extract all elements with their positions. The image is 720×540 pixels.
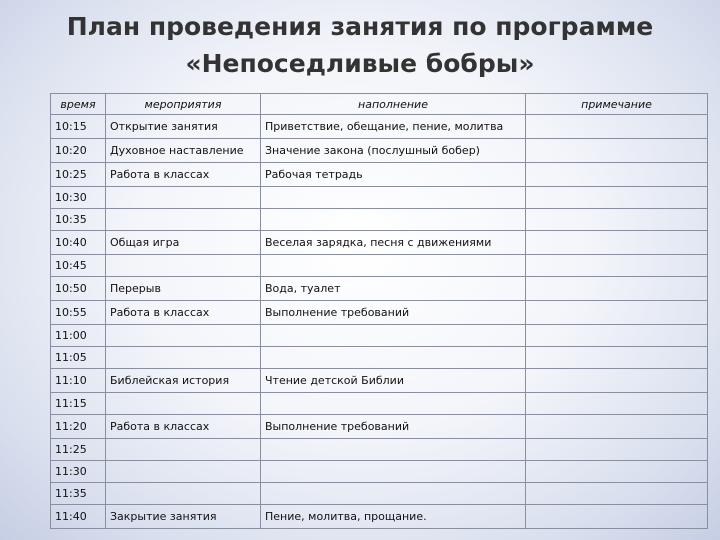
cell-note <box>526 439 708 461</box>
cell-content: Значение закона (послушный бобер) <box>261 139 526 163</box>
cell-content <box>261 347 526 369</box>
cell-time: 11:30 <box>51 461 106 483</box>
cell-event <box>106 393 261 415</box>
cell-time: 10:40 <box>51 231 106 255</box>
cell-time: 11:35 <box>51 483 106 505</box>
cell-note <box>526 277 708 301</box>
cell-time: 11:05 <box>51 347 106 369</box>
cell-event: Работа в классах <box>106 415 261 439</box>
cell-content <box>261 483 526 505</box>
cell-note <box>526 393 708 415</box>
cell-content: Приветствие, обещание, пение, молитва <box>261 115 526 139</box>
cell-time: 10:50 <box>51 277 106 301</box>
cell-note <box>526 231 708 255</box>
table-row <box>51 483 708 505</box>
cell-time: 11:00 <box>51 325 106 347</box>
cell-note <box>526 163 708 187</box>
cell-note <box>526 301 708 325</box>
cell-note <box>526 461 708 483</box>
header-event: мероприятия <box>106 94 261 115</box>
table-row <box>51 255 708 277</box>
table-row <box>51 139 708 163</box>
table-row <box>51 231 708 255</box>
header-time: время <box>51 94 106 115</box>
cell-content: Выполнение требований <box>261 415 526 439</box>
table-row <box>51 369 708 393</box>
cell-content: Чтение детской Библии <box>261 369 526 393</box>
cell-event: Работа в классах <box>106 163 261 187</box>
cell-event <box>106 187 261 209</box>
table-row <box>51 187 708 209</box>
table-row <box>51 393 708 415</box>
table-row <box>51 325 708 347</box>
cell-time: 10:30 <box>51 187 106 209</box>
cell-note <box>526 209 708 231</box>
cell-time: 10:55 <box>51 301 106 325</box>
cell-time: 11:20 <box>51 415 106 439</box>
page-title <box>0 8 720 82</box>
cell-event <box>106 461 261 483</box>
cell-event: Открытие занятия <box>106 115 261 139</box>
cell-note <box>526 369 708 393</box>
title-line-2: «Непоседливые бобры» <box>185 49 535 78</box>
cell-content: Пение, молитва, прощание. <box>261 505 526 529</box>
title-line-1: План проведения занятия по программе <box>66 12 654 41</box>
table-row <box>51 505 708 529</box>
cell-content <box>261 461 526 483</box>
cell-event <box>106 439 261 461</box>
table-row <box>51 277 708 301</box>
cell-event: Закрытие занятия <box>106 505 261 529</box>
table-row <box>51 347 708 369</box>
cell-note <box>526 505 708 529</box>
cell-note <box>526 415 708 439</box>
header-content: наполнение <box>261 94 526 115</box>
cell-content: Рабочая тетрадь <box>261 163 526 187</box>
table-row <box>51 115 708 139</box>
cell-content: Выполнение требований <box>261 301 526 325</box>
cell-event <box>106 483 261 505</box>
cell-time: 10:45 <box>51 255 106 277</box>
cell-event: Перерыв <box>106 277 261 301</box>
cell-content: Вода, туалет <box>261 277 526 301</box>
table-row <box>51 439 708 461</box>
cell-time: 11:10 <box>51 369 106 393</box>
cell-event: Библейская история <box>106 369 261 393</box>
cell-time: 11:25 <box>51 439 106 461</box>
cell-event <box>106 255 261 277</box>
cell-time: 10:35 <box>51 209 106 231</box>
cell-event: Общая игра <box>106 231 261 255</box>
cell-time: 11:40 <box>51 505 106 529</box>
table-header-row <box>51 94 708 115</box>
cell-note <box>526 483 708 505</box>
cell-event: Духовное наставление <box>106 139 261 163</box>
table-row <box>51 415 708 439</box>
table-row <box>51 461 708 483</box>
cell-note <box>526 255 708 277</box>
cell-content <box>261 187 526 209</box>
cell-content <box>261 325 526 347</box>
schedule-body <box>51 115 708 529</box>
cell-note <box>526 347 708 369</box>
cell-content <box>261 209 526 231</box>
cell-content <box>261 393 526 415</box>
cell-time: 11:15 <box>51 393 106 415</box>
table-row <box>51 301 708 325</box>
cell-content <box>261 439 526 461</box>
cell-time: 10:20 <box>51 139 106 163</box>
cell-event <box>106 209 261 231</box>
cell-time: 10:25 <box>51 163 106 187</box>
cell-note <box>526 115 708 139</box>
header-note: примечание <box>526 94 708 115</box>
cell-content <box>261 255 526 277</box>
cell-event: Работа в классах <box>106 301 261 325</box>
cell-note <box>526 187 708 209</box>
cell-content: Веселая зарядка, песня с движениями <box>261 231 526 255</box>
table-row <box>51 163 708 187</box>
cell-event <box>106 347 261 369</box>
cell-time: 10:15 <box>51 115 106 139</box>
cell-note <box>526 325 708 347</box>
cell-event <box>106 325 261 347</box>
table-row <box>51 209 708 231</box>
cell-note <box>526 139 708 163</box>
schedule-table <box>50 93 708 529</box>
